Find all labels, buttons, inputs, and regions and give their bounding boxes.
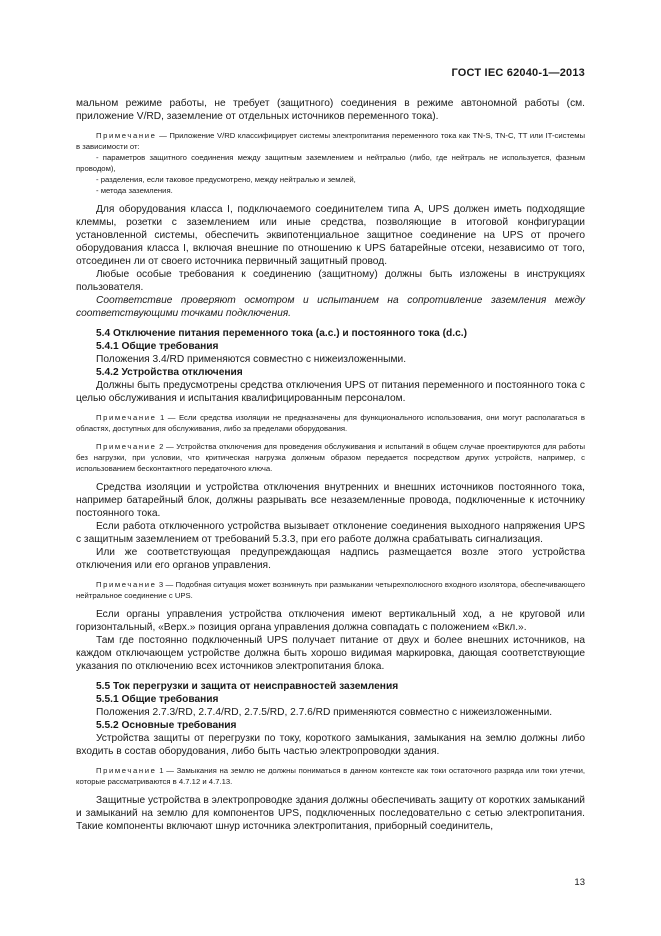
note-label: Примечание	[96, 580, 157, 589]
note-list-item: - разделения, если таковое предусмотрено, между нейтралью и землей,	[96, 175, 356, 184]
note-label: Примечание	[96, 131, 157, 140]
note-text: 3 — Подобная ситуация может возникнуть при размыкании четырехполюсного входного изолятора, обеспечивающего нейтральное соединение с UPS.	[76, 580, 585, 600]
note-label: Примечание	[96, 442, 157, 451]
note-paragraph	[76, 412, 585, 434]
body-paragraph: Средства изоляции и устройства отключения внутренних и внешних источников постоянного тока, например батарейный блок, должны разрывать все незаземленные провода, подключенные к источнику постоянного тока.	[76, 482, 585, 519]
document-page	[76, 0, 585, 936]
section-heading: 5.5 Ток перегрузки и защита от неисправностей заземления	[96, 681, 399, 692]
body-paragraph: Положения 2.7.3/RD, 2.7.4/RD, 2.7.5/RD, 2.7.6/RD применяются совместно с нижеизложенными.	[96, 707, 553, 718]
body-paragraph: Если работа отключенного устройства вызывает отклонение соединения выходного напряжения UPS с защитным заземлением от требований 5.3.3, при его работе должна срабатывать сигнализация.	[76, 521, 585, 545]
section-heading: 5.5.2 Основные требования	[96, 720, 237, 731]
body-paragraph: мальном режиме работы, не требует (защитного) соединения в режиме автономной работы (см. приложение V/RD, заземление от отдельных источников переменного тока).	[76, 98, 585, 122]
note-paragraph	[76, 579, 585, 601]
note-list-item: - метода заземления.	[96, 186, 173, 195]
body-paragraph: Или же соответствующая предупреждающая надпись размещается возле этого устройства отключения или его органов управления.	[76, 547, 585, 571]
body-paragraph: Если органы управления устройства отключения имеют вертикальный ход, а не круговой или горизонтальный, «Верх.» позиция органа управления должна совпадать с положением «Вкл.».	[76, 609, 585, 633]
body-paragraph: Защитные устройства в электропроводке здания должны обеспечивать защиту от коротких замыканий и замыканий на землю для компонентов UPS, подключенных последовательно с сетью электропитания. Такие компоненты включают шнур источника электропитания, приборный соединитель,	[76, 795, 585, 832]
note-label: Примечание	[96, 766, 157, 775]
note-paragraph	[76, 130, 585, 152]
standard-code-header: ГОСТ IEC 62040-1—2013	[451, 67, 585, 79]
note-text: 1 — Если средства изоляции не предназначены для функционального использования, они могут располагаться в областях, доступных для обслуживания, либо за пределами оборудования.	[76, 413, 585, 433]
section-heading: 5.4.2 Устройства отключения	[96, 367, 243, 378]
section-heading: 5.5.1 Общие требования	[96, 694, 219, 705]
compliance-paragraph: Соответствие проверяют осмотром и испытанием на сопротивление заземления между соответствующими точками подключения.	[76, 295, 585, 319]
note-label: Примечание	[96, 413, 157, 422]
section-heading: 5.4.1 Общие требования	[96, 341, 219, 352]
body-paragraph: Устройства защиты от перегрузки по току, короткого замыкания, замыкания на землю должны либо входить в состав оборудования, либо быть частью электропроводки здания.	[76, 733, 585, 757]
body-paragraph: Для оборудования класса I, подключаемого соединителем типа A, UPS должен иметь подходящие клеммы, розетки с заземлением или иные средства, позволяющие в итоговой конфигурации установленной системы, обеспечить эквипотенциальное защитное соединение на UPS от прочего оборудования класса I, включая внешние по отношению к UPS батарейные отсеки, независимо от того, отсоединен ли от своего источника первичный защитный провод.	[76, 204, 585, 267]
note-paragraph	[76, 765, 585, 787]
body-paragraph: Там где постоянно подключенный UPS получает питание от двух и более внешних источников, на каждом отключающем устройстве должна быть хорошо видимая маркировка, дающая соответствующие указания по отключению всех источников электропитания блока.	[76, 635, 585, 672]
body-paragraph: Положения 3.4/RD применяются совместно с нижеизложенными.	[96, 354, 407, 365]
page-number: 13	[574, 877, 585, 888]
document-body	[76, 97, 585, 833]
section-heading: 5.4 Отключение питания переменного тока (а.с.) и постоянного тока (d.c.)	[96, 328, 468, 339]
note-text: 2 — Устройства отключения для проведения обслуживания и испытаний в общем случае проектируются для работы без нагрузки, при условии, что критическая нагрузка должным образом передается посредством других устройств, например, с использованием бесконтактного передаточного ключа.	[76, 442, 586, 473]
note-text: 1 — Замыкания на землю не должны пониматься в данном контексте как токи остаточного разряда или токи утечки, которые рассматриваются в 4.7.12 и 4.7.13.	[76, 766, 586, 786]
body-paragraph: Любые особые требования к соединению (защитному) должны быть изложены в инструкциях пользователя.	[76, 269, 585, 293]
body-paragraph: Должны быть предусмотрены средства отключения UPS от питания переменного и постоянного тока с целью обслуживания и испытания квалифицированным персоналом.	[76, 380, 585, 404]
note-list-item: - параметров защитного соединения между защитным заземлением и нейтралью (либо, где нейтраль не используется, фазным проводом),	[76, 153, 585, 173]
note-paragraph	[76, 441, 585, 474]
note-text: — Приложение V/RD классифицирует системы электропитания переменного тока как TN-S, TN-C, TT или IT-системы в зависимости от:	[76, 131, 586, 151]
